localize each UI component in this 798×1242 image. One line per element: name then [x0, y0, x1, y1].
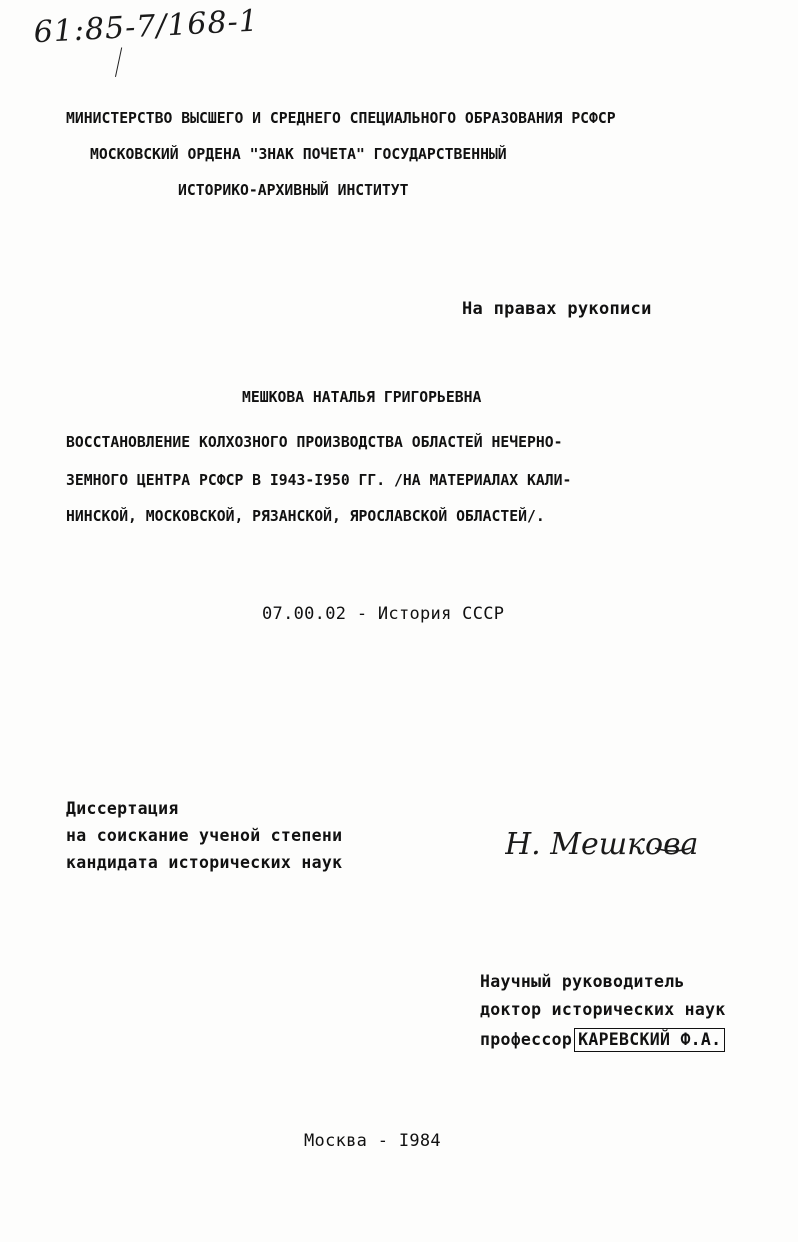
dissertation-title-line: НИНСКОЙ, МОСКОВСКОЙ, РЯЗАНСКОЙ, ЯРОСЛАВСКОЙ ОБЛАСТЕЙ/. — [66, 507, 545, 525]
supervisor-label: Научный руководитель — [480, 972, 685, 991]
institute-name-line: ИСТОРИКО-АРХИВНЫЙ ИНСТИТУТ — [178, 181, 409, 199]
degree-line: на соискание ученой степени — [66, 826, 343, 845]
author-name: МЕШКОВА НАТАЛЬЯ ГРИГОРЬЕВНА — [242, 388, 482, 406]
degree-line: кандидата исторических наук — [66, 853, 343, 872]
supervisor-rank: профессор — [480, 1030, 573, 1049]
city-year: Москва - I984 — [304, 1131, 441, 1151]
manuscript-rights-note: На правах рукописи — [462, 299, 652, 319]
author-signature — [505, 818, 705, 878]
specialty-code: 07.00.02 - История СССР — [262, 604, 505, 624]
supervisor-name-box: КАРЕВСКИЙ Ф.А. — [574, 1028, 725, 1052]
ministry-line: МИНИСТЕРСТВО ВЫСШЕГО И СРЕДНЕГО СПЕЦИАЛЬНОГО ОБРАЗОВАНИЯ РСФСР — [66, 109, 616, 127]
svg-text:Н. Мешкова: Н. Мешкова — [505, 827, 699, 862]
dissertation-title-line: ВОССТАНОВЛЕНИЕ КОЛХОЗНОГО ПРОИЗВОДСТВА ОБЛАСТЕЙ НЕЧЕРНО- — [66, 433, 563, 451]
dissertation-label: Диссертация — [66, 799, 179, 818]
institute-line: МОСКОВСКИЙ ОРДЕНА "ЗНАК ПОЧЕТА" ГОСУДАРСТВЕННЫЙ — [90, 145, 507, 163]
supervisor-title-line — [480, 1028, 725, 1052]
archive-handwritten-number: 61:85-7/168-1 — [32, 3, 260, 51]
supervisor-degree: доктор исторических наук — [480, 1000, 726, 1019]
dissertation-title-line: ЗЕМНОГО ЦЕНТРА РСФСР В I943-I950 ГГ. /НА МАТЕРИАЛАХ КАЛИ- — [66, 471, 572, 489]
